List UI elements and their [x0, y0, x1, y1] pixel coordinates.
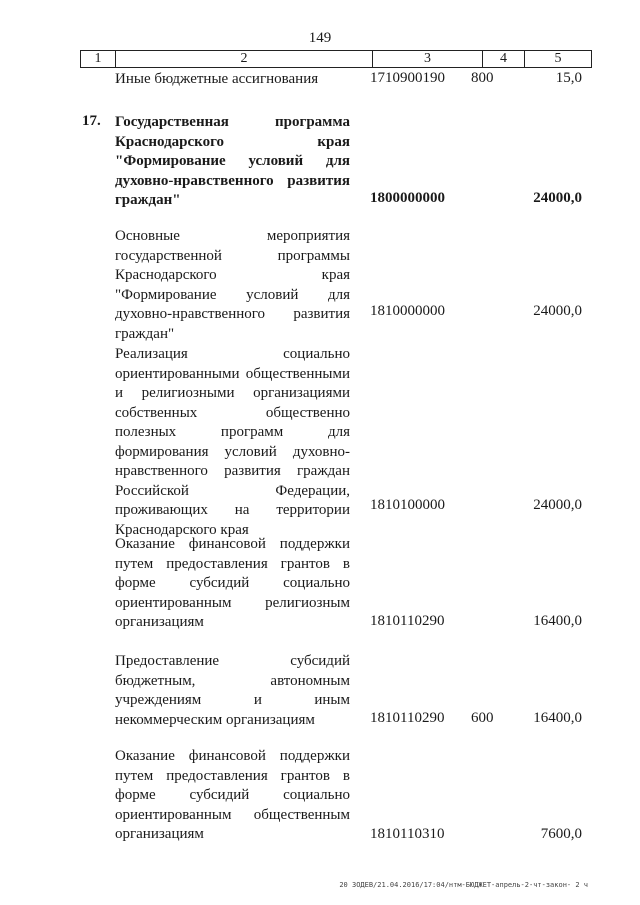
row-name: Реализация социально ориентированными общественными и религиозными организациями собственных общественно полезных программ для формирования условий духовно-нравственного развития граждан Российской Федерации, проживающих на территории Краснодарского края — [115, 346, 350, 538]
row-code: 1800000000 — [370, 190, 445, 206]
row-amount: 16400,0 — [533, 613, 582, 629]
row-name: Иные бюджетные ассигнования — [115, 71, 319, 87]
row-amount: 24000,0 — [533, 497, 582, 513]
column-header-4: 4 — [483, 51, 525, 67]
row-code: 1810110290 — [370, 710, 445, 726]
row-amount: 16400,0 — [533, 710, 582, 726]
row-name: Оказание финансовой поддержки путем предоставления грантов в форме субсидий социально ориентированным общественным организациям — [115, 748, 350, 842]
column-header-5: 5 — [554, 51, 562, 66]
row-name: Государственная программа Краснодарского края "Формирование условий для духовно-нравственного развития граждан" — [115, 114, 350, 208]
row-expense-type: 800 — [471, 70, 494, 86]
row-name: Оказание финансовой поддержки путем предоставления грантов в форме субсидий социально ориентированным религиозным организациям — [115, 536, 350, 630]
row-code: 1810110290 — [370, 613, 445, 629]
row-code: 1810110310 — [370, 826, 445, 842]
page-number: 149 — [308, 30, 332, 46]
row-amount: 7600,0 — [540, 826, 582, 842]
column-header-2: 2 — [116, 51, 373, 67]
row-code: 1810100000 — [370, 497, 445, 513]
table-column-header — [80, 50, 592, 68]
footer-stamp: 20 ЗОДЕВ/21.04.2016/17:04/нтм-БЮДЖЕТ-апрель-2-чт-закон- 2 ч — [339, 881, 588, 889]
column-header-3: 3 — [373, 51, 483, 67]
row-amount: 24000,0 — [533, 303, 582, 319]
row-amount: 15,0 — [555, 70, 582, 86]
row-name: Основные мероприятия государственной программы Краснодарского края "Формирование условий для духовно-нравственного развития граждан" — [115, 228, 350, 342]
row-name: Предоставление субсидий бюджетным, автономным учреждениям и иным некоммерческим организациям — [115, 653, 350, 728]
row-expense-type: 600 — [471, 710, 494, 726]
row-code: 1710900190 — [370, 70, 445, 86]
row-amount: 24000,0 — [533, 190, 582, 206]
row-code: 1810000000 — [370, 303, 445, 319]
row-number: 17. — [82, 113, 101, 129]
column-header-1: 1 — [81, 51, 116, 67]
